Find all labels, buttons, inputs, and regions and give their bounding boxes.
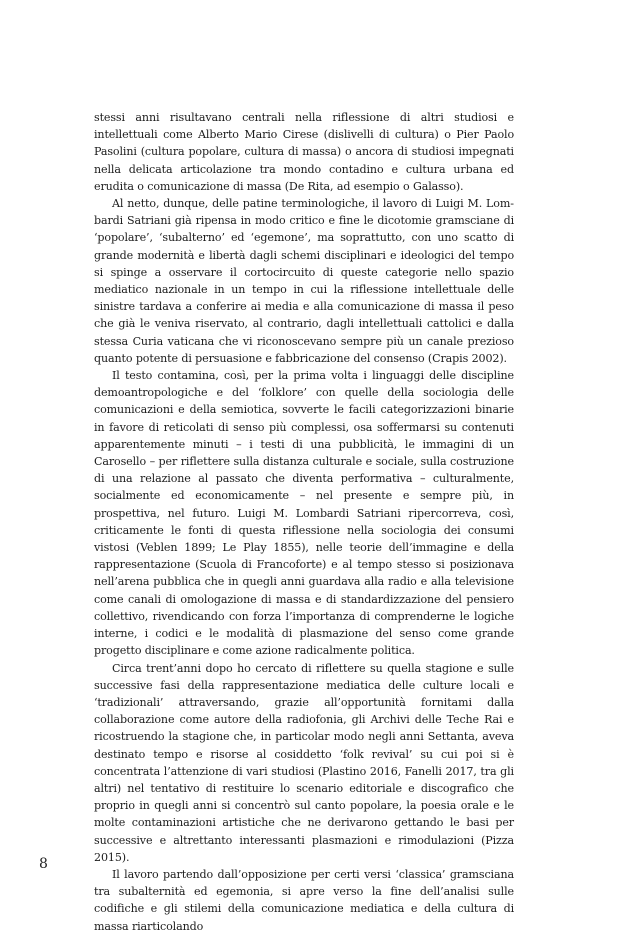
paragraph-1: stessi anni risultavano centrali nella riflessione di altri studiosi e intellettuali come Alberto Mario Cirese (dislivelli di cultura) o Pier Paolo Pasolini (cultura popolare, cultura di massa) o ancora di studiosi impegnati nella delicata articolazione tra mondo contadino e cultura urbana ed erudita o comunicazione di massa (De Rita, ad esempio o Galasso). — [94, 111, 514, 193]
page-number: 8 — [39, 856, 48, 872]
paragraph-3: Il testo contamina, così, per la prima volta i linguaggi delle discipline demoantropologiche e del ‘folklore’ con quelle della sociologia delle comunicazioni e della semiotica, sovverte le facili categorizzazioni binarie in favore di reticolati di senso più complessi, osa soffermarsi su contenuti apparentemente minuti – i testi di una pubblicità, le immagini di un Carosello – per riflettere sulla distanza culturale e sociale, sulla costruzione di una relazione al passato che diventa performativa – culturalmente, socialmente ed economicamente – nel presente e sempre più, in prospettiva, nel futuro. Luigi M. Lombardi Satriani ripercorreva, così, criticamente le fonti di questa riflessione nella sociologia dei consumi vistosi (Veblen 1899; Le Play 1855), nelle teorie dell’immagine e della rappresentazione (Scuola di Francoforte) e al tempo stesso si posizionava nell’arena pubblica che in quegli anni guardava alla radio e alla televisione come canali di omologazione di massa e di standardizzazione del pensiero collettivo, rivendicando con forza l’importanza di comprenderne le logiche interne, i codici e le modalità di plasmazione del senso come grande progetto disciplinare e come azione radicalmente politica. — [94, 369, 514, 658]
paragraph-4: Circa trent’anni dopo ho cercato di riflettere su quella stagione e sulle successive fasi della rappresentazione mediatica delle culture locali e ‘tradizionali’ attraversando, grazie all’opportunità fornitami dalla collaborazione come autore della radiofonia, gli Archivi delle Teche Rai e ricostruendo la stagione che, in particolar modo negli anni Settanta, aveva destinato tempo e risorse al cosiddetto ‘folk revival’ su cui poi si è concentrata l’attenzione di vari studiosi (Plastino 2016, Fanelli 2017, tra gli altri) nel tentativo di restituire lo scenario editoriale e discografico che proprio in quegli anni si concentrò sul canto popolare, la poesia orale e le molte contaminazioni artistiche che ne derivarono gettando le basi per successive e altrettanto interessanti plasmazioni e rimodulazioni (Pizza 2015). — [94, 661, 514, 864]
paragraph-5: Il lavoro partendo dall’opposizione per certi versi ‘classica’ gramsciana tra subalternità ed egemonia, si apre verso la fine dell’analisi sulle codifiche e gli stilemi della comunicazione mediatica e della cultura di massa riarticolando — [94, 867, 514, 933]
paragraph-2: Al netto, dunque, delle patine terminologiche, il lavoro di Luigi M. Lombardi Satriani già ripensa in modo critico e fine le dicotomie gramsciane di ‘popolare’, ‘subalterno’ ed ‘egemone’, ma soprattutto, con uno scatto di grande modernità e libertà dagli schemi disciplinari e ideologici del tempo si spinge a osservare il cortocircuito di queste categorie nello spazio mediatico nazionale in un tempo in cui la riflessione intellettuale delle sinistre tardava a conferire ai media e alla comunicazione di massa il peso che già le veniva riservato, al contrario, dagli intellettuali cattolici e dalla stessa Curia vaticana che vi riconoscevano sempre più un canale prezioso quanto potente di persuasione e fabbricazione del consenso (Crapis 2002). — [94, 197, 514, 365]
body-text — [94, 109, 514, 935]
